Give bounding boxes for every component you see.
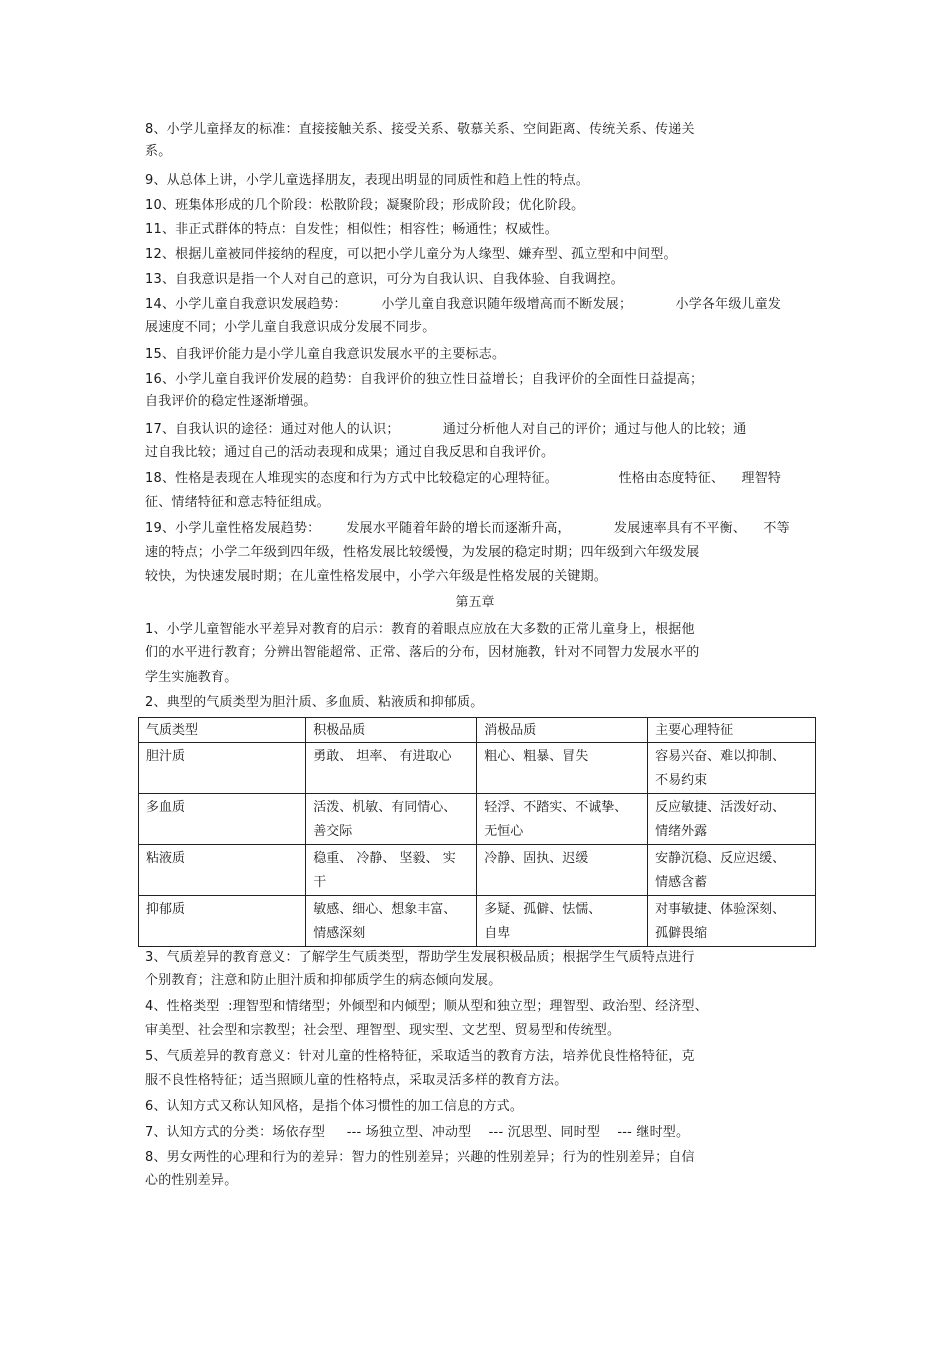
text-line: 15、自我评价能力是小学儿童自我意识发展水平的主要标志。 [145,347,506,362]
text-line: 13、自我意识是指一个人对自己的意识，可分为自我认识、自我体验、自我调控。 [145,272,624,287]
cell-text: 无恒心 [484,824,524,839]
table-cell [139,845,306,896]
text-line: 过自我比较；通过自己的活动表现和成果；通过自我反思和自我评价。 [145,445,555,460]
cell-text: 多血质 [146,800,186,815]
cell-text: 情绪外露 [655,824,708,839]
text-line: 个别教育；注意和防止胆汁质和抑郁质学生的病态倾向发展。 [145,973,502,988]
cell-text: 自卑 [484,926,511,941]
table-cell [139,743,306,794]
cell-text: 敏感、细心、想象丰富、 [313,902,457,917]
cell-text: 孤僻畏缩 [655,926,708,941]
text-line: 3、气质差异的教育意义：了解学生气质类型，帮助学生发展积极品质；根据学生气质特点进行 [145,950,695,965]
cell-text: 抑郁质 [146,902,186,917]
text-line: 8、小学儿童择友的标准：直接接触关系、接受关系、敬慕关系、空间距离、传统关系、传递关 [145,122,695,137]
cell-text: 反应敏捷、活泼好动、 [655,800,786,815]
cell-text: 粗心、粗暴、冒失 [484,749,589,764]
table-cell [306,743,477,794]
table-cell [306,845,477,896]
cell-text: 胆汁质 [146,749,186,764]
cell-text: 干 [313,875,327,890]
cell-text: 善交际 [313,824,353,839]
table-cell [477,896,648,947]
cell-text: 不易约束 [655,773,708,788]
table-cell [306,794,477,845]
table-cell [139,794,306,845]
text-line: 系。 [145,144,172,159]
table-header-cell: 气质类型 [139,718,306,743]
table-header-row [139,718,816,743]
text-line: 7、认知方式的分类：场依存型 --- 场独立型、冲动型 --- 沉思型、同时型 --- 继时型。 [145,1125,690,1140]
text-line: 10、班集体形成的几个阶段：松散阶段；凝聚阶段；形成阶段；优化阶段。 [145,198,585,213]
cell-text: 情感深刻 [313,926,366,941]
text-line: 11、非正式群体的特点：自发性；相似性；相容性；畅通性；权威性。 [145,222,558,237]
text-line: 9、从总体上讲，小学儿童选择朋友，表现出明显的同质性和趋上性的特点。 [145,173,590,188]
cell-text: 轻浮、不踏实、不诚挚、 [484,800,628,815]
text-line: 14、小学儿童自我意识发展趋势： 小学儿童自我意识随年级增高而不断发展； 小学各年级儿童发 [145,297,782,312]
table-row [139,845,816,896]
text-line: 4、性格类型 :理智型和情绪型；外倾型和内倾型；顺从型和独立型；理智型、政治型、经济型、 [145,999,708,1014]
temperament-table [138,717,816,947]
cell-text: 多疑、孤僻、怯懦、 [484,902,602,917]
cell-text: 粘液质 [146,851,186,866]
table-cell [306,896,477,947]
cell-text: 冷静、固执、迟缓 [484,851,589,866]
cell-text: 勇敢、 坦率、 有进取心 [313,749,452,764]
text-line: 较快，为快速发展时期；在儿童性格发展中，小学六年级是性格发展的关键期。 [145,569,608,584]
table-cell [648,794,816,845]
text-line: 速的特点；小学二年级到四年级，性格发展比较缓慢，为发展的稳定时期；四年级到六年级发展 [145,545,700,560]
table-cell [139,896,306,947]
table-cell [648,896,816,947]
text-line: 12、根据儿童被同伴接纳的程度，可以把小学儿童分为人缘型、嫌弃型、孤立型和中间型。 [145,247,677,262]
cell-text: 容易兴奋、难以抑制、 [655,749,786,764]
text-line: 征、情绪特征和意志特征组成。 [145,495,330,510]
table-header-cell: 消极品质 [477,718,648,743]
table-row [139,896,816,947]
text-line: 1、小学儿童智能水平差异对教育的启示：教育的着眼点应放在大多数的正常儿童身上，根据他 [145,622,695,637]
table-header-cell: 主要心理特征 [648,718,816,743]
text-line: 学生实施教育。 [145,670,238,685]
cell-text: 情感含蓄 [655,875,708,890]
table-cell [648,845,816,896]
cell-text: 对事敏捷、体验深刻、 [655,902,786,917]
cell-text: 活泼、机敏、有同情心、 [313,800,457,815]
text-line: 6、认知方式又称认知风格，是指个体习惯性的加工信息的方式。 [145,1099,524,1114]
text-line: 17、自我认识的途径：通过对他人的认识； 通过分析他人对自己的评价；通过与他人的比较；通 [145,422,747,437]
table-row [139,794,816,845]
cell-text: 稳重、 冷静、 坚毅、 实 [313,851,456,866]
text-line: 2、典型的气质类型为胆汁质、多血质、粘液质和抑郁质。 [145,695,484,710]
table-cell [477,794,648,845]
text-line: 16、小学儿童自我评价发展的趋势：自我评价的独立性日益增长；自我评价的全面性日益提高； [145,372,704,387]
text-line: 18、性格是表现在人堆现实的态度和行为方式中比较稳定的心理特征。 性格由态度特征、 理智特 [145,471,782,486]
text-line: 展速度不同；小学儿童自我意识成分发展不同步。 [145,320,436,335]
text-line: 服不良性格特征；适当照顾儿童的性格特点，采取灵活多样的教育方法。 [145,1073,568,1088]
table-cell [648,743,816,794]
cell-text: 安静沉稳、反应迟缓、 [655,851,786,866]
table-cell [477,845,648,896]
text-line: 19、小学儿童性格发展趋势： 发展水平随着年龄的增长而逐渐升高， 发展速率具有不平衡、 不等 [145,521,790,536]
text-line: 8、男女两性的心理和行为的差异：智力的性别差异；兴趣的性别差异；行为的性别差异；自信 [145,1150,695,1165]
table-header-cell: 积极品质 [306,718,477,743]
text-line: 自我评价的稳定性逐渐增强。 [145,394,317,409]
text-line: 们的水平进行教育；分辨出智能超常、正常、落后的分布，因材施教，针对不同智力发展水平的 [145,645,700,660]
chapter-title: 第五章 [455,595,495,610]
table-row [139,743,816,794]
text-line: 心的性别差异。 [145,1173,238,1188]
text-line: 审美型、社会型和宗教型；社会型、理智型、现实型、文艺型、贸易型和传统型。 [145,1023,621,1038]
table-cell [477,743,648,794]
text-line: 5、气质差异的教育意义：针对儿童的性格特征，采取适当的教育方法，培养优良性格特征，克 [145,1049,695,1064]
